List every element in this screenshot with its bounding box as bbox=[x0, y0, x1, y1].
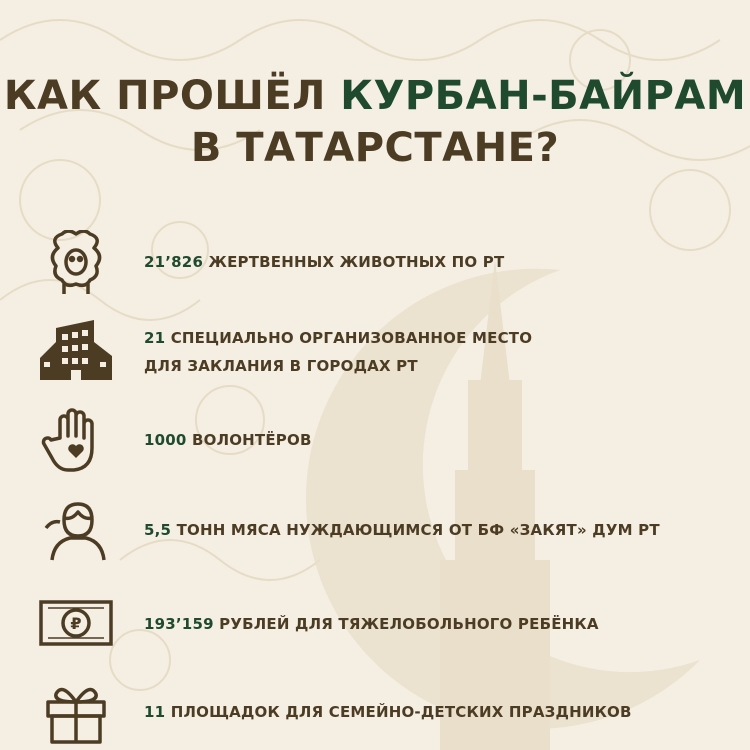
stat-number: 1000 bbox=[144, 431, 187, 449]
building-icon bbox=[38, 318, 114, 384]
stat-text bbox=[144, 248, 724, 276]
ruble-banknote-icon bbox=[38, 590, 114, 656]
stat-text bbox=[144, 426, 724, 454]
svg-text:₽: ₽ bbox=[70, 614, 82, 633]
stat-label: ПЛОЩАДОК ДЛЯ СЕМЕЙНО-ДЕТСКИХ ПРАЗДНИКОВ bbox=[165, 703, 632, 721]
stat-number: 21’826 bbox=[144, 253, 204, 271]
page-title bbox=[0, 70, 750, 174]
stat-text bbox=[144, 324, 724, 380]
stat-label: ЖЕРТВЕННЫХ ЖИВОТНЫХ ПО РТ bbox=[203, 253, 505, 271]
stat-text bbox=[144, 698, 724, 726]
title-highlight: КУРБАН-БАЙРАМ bbox=[340, 73, 747, 119]
title-line2: В ТАТАРСТАНЕ? bbox=[190, 125, 560, 171]
title-part1: КАК ПРОШЁЛ bbox=[3, 73, 341, 119]
stat-text bbox=[144, 610, 724, 638]
stat-number: 11 bbox=[144, 703, 166, 721]
hand-heart-icon bbox=[38, 408, 114, 474]
stat-label: СПЕЦИАЛЬНО ОРГАНИЗОВАННОЕ МЕСТО bbox=[165, 329, 533, 347]
stat-label-line2: ДЛЯ ЗАКЛАНИЯ В ГОРОДАХ РТ bbox=[144, 357, 418, 375]
stat-number: 21 bbox=[144, 329, 166, 347]
stat-number: 5,5 bbox=[144, 521, 172, 539]
sheep-icon bbox=[38, 230, 114, 296]
gift-icon bbox=[38, 678, 114, 744]
person-icon bbox=[38, 498, 114, 564]
stat-label: ВОЛОНТЁРОВ bbox=[186, 431, 312, 449]
stat-text bbox=[144, 516, 724, 544]
stat-label: ТОНН МЯСА НУЖДАЮЩИМСЯ ОТ БФ «ЗАКЯТ» ДУМ РТ bbox=[171, 521, 660, 539]
stat-label: РУБЛЕЙ ДЛЯ ТЯЖЕЛОБОЛЬНОГО РЕБЁНКА bbox=[213, 615, 599, 633]
stat-number: 193’159 bbox=[144, 615, 214, 633]
